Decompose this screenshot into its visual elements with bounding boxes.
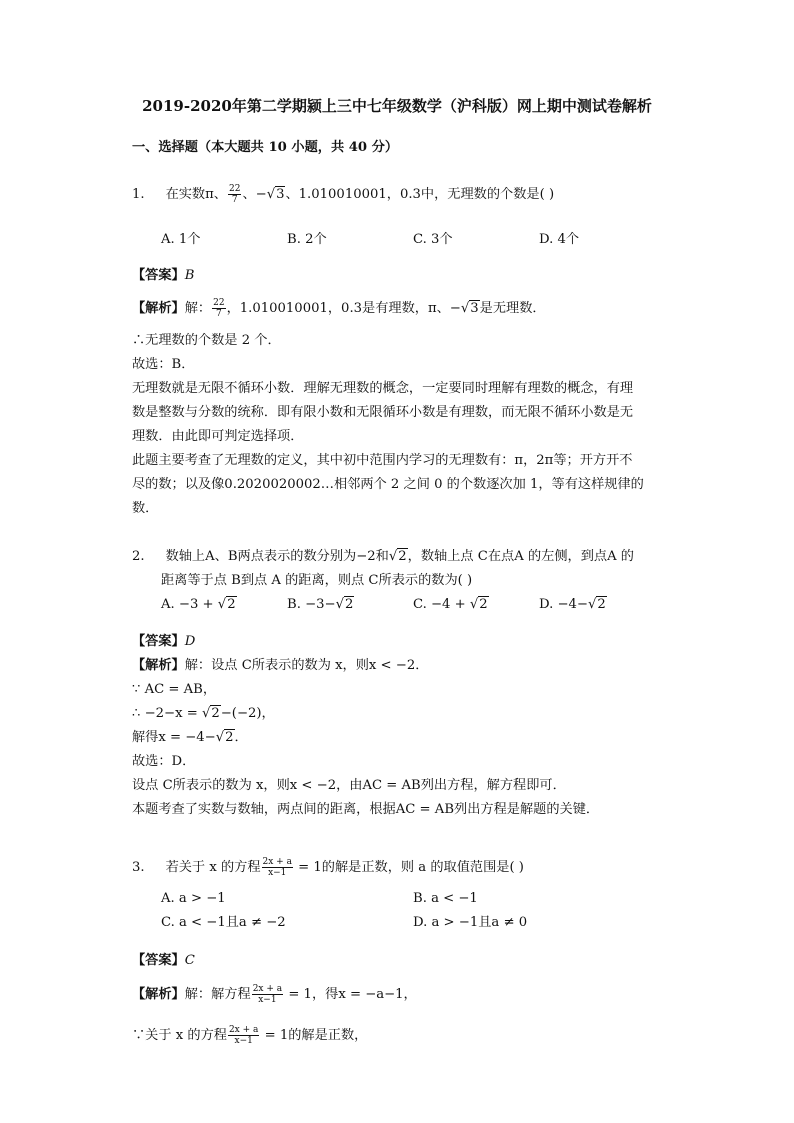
q2-answer: 【答案】D <box>132 634 196 649</box>
q1-line: ∴无理数的个数是 2 个． <box>132 333 281 348</box>
q1-option-d: D. 4个 <box>539 232 580 247</box>
q1-option-a: A. 1个 <box>161 232 201 247</box>
q1-fraction: $\frac{22}{7}$ <box>228 184 241 205</box>
q2-stem: 2. 数轴上A、B两点表示的数分别为−2和√2，数轴上点 C在点A 的左侧，到点A 的 <box>132 547 634 567</box>
q1-analysis-fraction: $\frac{22}{7}$ <box>213 298 225 319</box>
q2-option-c: C. −4 + √2 <box>413 597 488 612</box>
q2-line: 本题考查了实数与数轴，两点间的距离，根据AC = AB列出方程是解题的关键． <box>132 802 600 817</box>
q2-line: ∴ −2−x = √2−(−2)， <box>132 706 275 721</box>
q3-line: ∵关于 x 的方程 $\frac{2x + a}{x-1}$ = 1的解是正数， <box>132 1025 368 1046</box>
q1-option-b: B. 2个 <box>287 232 327 247</box>
q3-last-fraction: $\frac{2x + a}{x-1}$ <box>228 1025 259 1046</box>
q1-line: 无理数就是无限不循环小数．理解无理数的概念，一定要同时理解有理数的概念，有理 <box>132 381 634 396</box>
q2-line: 设点 C所表示的数为 x，则x < −2，由AC = AB列出方程，解方程即可． <box>132 778 566 793</box>
q2-line: ∵ AC = AB， <box>132 682 217 697</box>
q1-line: 数是整数与分数的统称．即有限小数和无限循环小数是有理数，而无限不循环小数是无 <box>132 405 634 420</box>
q3-analysis-fraction: $\frac{2x + a}{x-1}$ <box>252 984 283 1005</box>
q3-option-c: C. a < −1且a ≠ −2 <box>161 915 286 930</box>
q1-line: 故选：B． <box>132 357 195 372</box>
q2-option-d: D. −4−√2 <box>539 597 606 612</box>
q2-stem-line2: 距离等于点 B到点 A 的距离，则点 C所表示的数为( ) <box>161 573 473 588</box>
q1-line: 此题主要考查了无理数的定义，其中初中范围内学习的无理数有：π，2π等；开方开不 <box>132 453 633 468</box>
q3-analysis: 【解析】解：解方程 $\frac{2x + a}{x-1}$ = 1，得x = −a−1， <box>132 984 417 1005</box>
q1-stem: 1. 在实数π、 $\frac{22}{7}$ 、−√3、1.010010001，0.3中，无理数的个数是( ) <box>132 184 555 205</box>
q2-sqrt: √2 <box>388 549 407 564</box>
q1-sqrt: √3 <box>266 187 285 202</box>
page-title: 2019-2020年第二学期颍上三中七年级数学（沪科版）网上期中测试卷解析 <box>142 97 652 115</box>
q3-answer: 【答案】C <box>132 953 195 968</box>
q1-answer: 【答案】B <box>132 268 195 283</box>
q3-fraction: $\frac{2x + a}{x-1}$ <box>262 857 292 878</box>
q1-analysis: 【解析】解： $\frac{22}{7}$ ，1.010010001，0.3是有理数，π、−√3是无理数． <box>132 298 546 319</box>
q1-option-c: C. 3个 <box>413 232 453 247</box>
q3-option-b: B. a < −1 <box>413 891 478 906</box>
q3-option-a: A. a > −1 <box>161 891 226 906</box>
q2-option-a: A. −3 + √2 <box>161 597 236 612</box>
q3-stem: 3. 若关于 x 的方程 $\frac{2x + a}{x-1}$ = 1的解是正数，则 a 的取值范围是( ) <box>132 857 524 878</box>
q2-option-b: B. −3−√2 <box>287 597 354 612</box>
q2-line: 故选：D． <box>132 754 196 769</box>
q3-option-d: D. a > −1且a ≠ 0 <box>413 915 528 930</box>
q1-analysis-sqrt: √3 <box>460 301 479 316</box>
q2-line: 解得x = −4−√2． <box>132 730 248 745</box>
q2-analysis: 【解析】解：设点 C所表示的数为 x，则x < −2． <box>132 658 429 673</box>
q1-line: 数． <box>132 501 159 516</box>
section-heading: 一、选择题（本大题共 10 小题，共 40 分） <box>132 140 399 155</box>
q1-line: 理数．由此即可判定选择项． <box>132 429 304 444</box>
q1-line: 尽的数；以及像0.2020020002…相邻两个 2 之间 0 的个数逐次加 1，等有这样规律的 <box>132 477 644 492</box>
